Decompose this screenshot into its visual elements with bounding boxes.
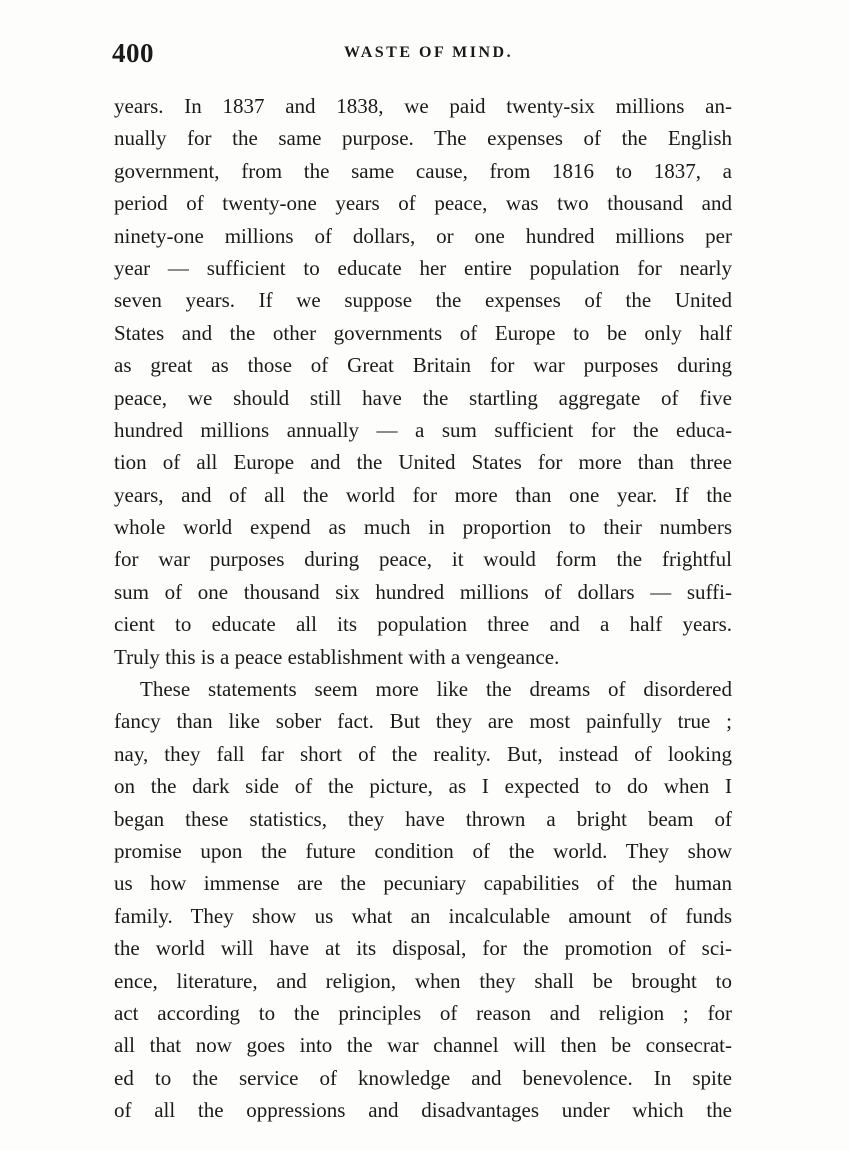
text-line: act according to the principles of reason and religion ; for bbox=[114, 1000, 732, 1025]
text-line: family. They show us what an incalculable amount of funds bbox=[114, 903, 732, 928]
text-line: period of twenty-one years of peace, was two thousand and bbox=[114, 191, 732, 216]
text-line: nay, they fall far short of the reality. But, instead of looking bbox=[114, 741, 732, 766]
text-line: cient to educate all its population three and a half years. bbox=[114, 612, 732, 637]
text-line: as great as those of Great Britain for war purposes during bbox=[114, 353, 732, 378]
text-line: ninety-one millions of dollars, or one hundred millions per bbox=[114, 223, 732, 248]
running-head bbox=[112, 38, 732, 68]
text-line: ed to the service of knowledge and benevolence. In spite bbox=[114, 1065, 732, 1090]
text-line: peace, we should still have the startling aggregate of five bbox=[114, 385, 732, 410]
page-number: 400 bbox=[112, 38, 154, 68]
text-line: promise upon the future condition of the world. They show bbox=[114, 838, 732, 863]
text-line: on the dark side of the picture, as I expected to do when I bbox=[114, 774, 732, 799]
text-line: sum of one thousand six hundred millions of dollars — suffi- bbox=[114, 579, 732, 604]
text-line: us how immense are the pecuniary capabilities of the human bbox=[114, 871, 732, 896]
text-line: tion of all Europe and the United States for more than three bbox=[114, 450, 732, 475]
text-line: years, and of all the world for more than one year. If the bbox=[114, 482, 732, 507]
text-line: began these statistics, they have thrown a bright beam of bbox=[114, 806, 732, 831]
text-line: nually for the same purpose. The expenses of the English bbox=[114, 126, 732, 151]
text-line: These statements seem more like the dreams of disordered bbox=[140, 677, 732, 702]
text-line: years. In 1837 and 1838, we paid twenty-six millions an- bbox=[114, 94, 732, 118]
body-text bbox=[114, 90, 732, 1127]
text-line: the world will have at its disposal, for the promotion of sci- bbox=[114, 936, 732, 961]
running-title: WASTE OF MIND. bbox=[344, 44, 514, 61]
text-line: government, from the same cause, from 1816 to 1837, a bbox=[114, 158, 732, 183]
text-line: for war purposes during peace, it would form the frightful bbox=[114, 547, 732, 572]
text-line: seven years. If we suppose the expenses of the United bbox=[114, 288, 732, 313]
text-line: hundred millions annually — a sum sufficient for the educa- bbox=[114, 417, 732, 442]
text-line: fancy than like sober fact. But they are most painfully true ; bbox=[114, 709, 732, 734]
text-line: ence, literature, and religion, when they shall be brought to bbox=[114, 968, 732, 993]
text-line: States and the other governments of Europe to be only half bbox=[114, 320, 732, 345]
text-line: whole world expend as much in proportion to their numbers bbox=[114, 515, 732, 540]
text-line: of all the oppressions and disadvantages under which the bbox=[114, 1098, 732, 1123]
text-line: Truly this is a peace establishment with a vengeance. bbox=[114, 644, 560, 669]
text-line: all that now goes into the war channel will then be consecrat- bbox=[114, 1033, 732, 1058]
paragraph bbox=[114, 673, 732, 1126]
text-line: year — sufficient to educate her entire population for nearly bbox=[114, 255, 732, 280]
paragraph bbox=[114, 90, 732, 673]
